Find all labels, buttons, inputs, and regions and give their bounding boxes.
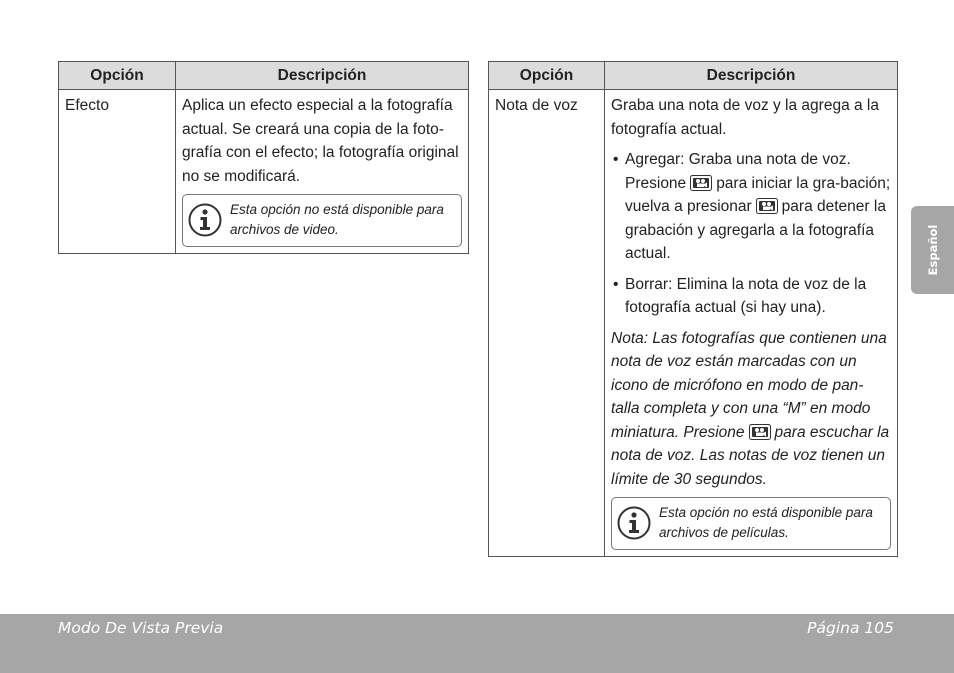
option-table-voice-note [488,61,898,557]
page-footer [0,614,954,673]
bullet-add [611,148,891,266]
info-note-box [182,194,462,247]
page-number: Página 105 [807,619,894,637]
column-header-option: Opción [59,62,176,90]
italic-note-text-1: Nota: Las fotografías que contienen una nota de voz están marcadas con un icono de micrófono en modo de pan-talla completa y con una “M” en modo miniatura. Presione [611,329,887,441]
italic-note-text-2: para escuchar la nota de voz. Las notas de voz tienen un límite de 30 segundos. [611,423,890,488]
option-description: Aplica un efecto especial a la fotografía actual. Se creará una copia de la foto-grafía con el efecto; la fotografía original no se modificará. [182,97,459,185]
bullet-add-text-1: Agregar: Graba una nota de voz. Presione [625,151,851,192]
option-table-effect [58,61,469,254]
column-header-description: Descripción [176,62,469,90]
table-header-row [59,62,469,90]
option-description-cell [176,90,469,254]
language-side-tab [911,206,954,294]
column-header-description: Descripción [605,62,898,90]
bullet-add-text-2: para iniciar la gra-bación; vuelva a presionar [625,174,891,215]
camera-button-icon [690,175,712,191]
camera-button-icon [756,198,778,214]
table-header-row [489,62,898,90]
info-note-box [611,497,891,550]
info-icon [617,506,651,540]
column-header-option: Opción [489,62,605,90]
bullet-add-text-3: para detener la grabación y agregarla a la fotografía actual. [625,198,886,262]
option-name: Efecto [59,90,176,254]
option-description: Graba una nota de voz y la agrega a la fotografía actual. [611,97,879,138]
option-name: Nota de voz [489,90,605,557]
option-description-cell [605,90,898,557]
table-row [489,90,898,557]
info-note-text: Esta opción no está disponible para archivos de video. [230,202,444,237]
italic-note [611,327,891,492]
section-title: Modo De Vista Previa [58,619,224,637]
camera-button-icon [749,424,771,440]
bullet-list [611,148,891,320]
info-note-text: Esta opción no está disponible para archivos de películas. [659,505,873,540]
info-icon [188,203,222,237]
bullet-delete: • Borrar: Elimina la nota de voz de la fotografía actual (si hay una). [611,273,891,320]
table-row [59,90,469,254]
language-label: Español [925,224,940,276]
